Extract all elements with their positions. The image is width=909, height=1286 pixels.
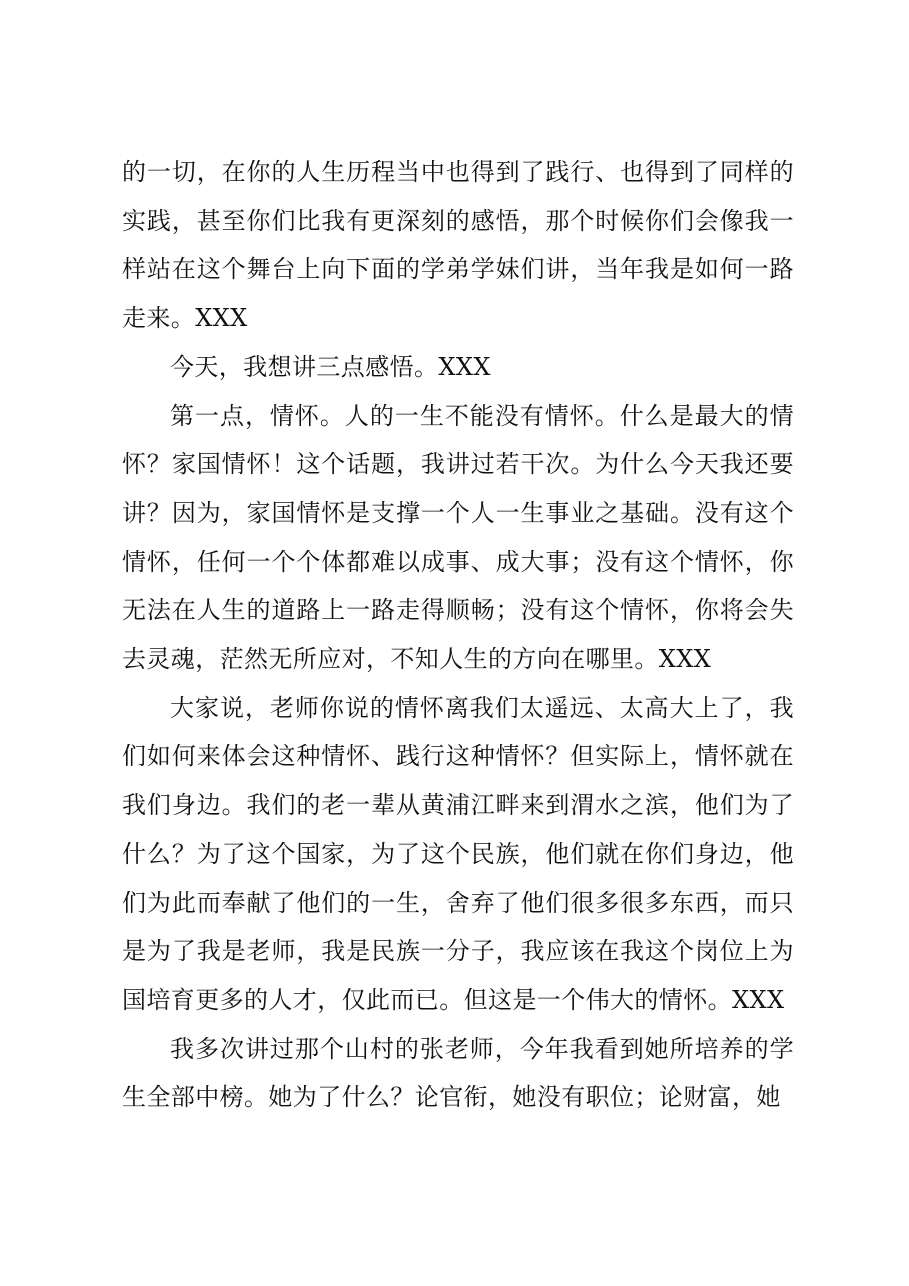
paragraph-elders: 大家说，老师你说的情怀离我们太遥远、太高大上了，我们如何来体会这种情怀、践行这种情怀？但实际上，情怀就在我们身边。我们的老一辈从黄浦江畔来到渭水之滨，他们为了什么？为了这个国家，为了这个民族，他们就在你们身边，他们为此而奉献了他们的一生，舍弃了他们很多很多东西，而只是为了我是老师，我是民族一分子，我应该在我这个岗位上为国培育更多的人才，仅此而已。但这是一个伟大的情怀。XXX bbox=[122, 693, 794, 1014]
paragraph-continued: 的一切，在你的人生历程当中也得到了践行、也得到了同样的实践，甚至你们比我有更深刻的感悟，那个时候你们会像我一样站在这个舞台上向下面的学弟学妹们讲，当年我是如何一路走来。XXX bbox=[122, 158, 794, 333]
paragraph-teacher-zhang: 我多次讲过那个山村的张老师，今年我看到她所培养的学生全部中榜。她为了什么？论官衔，她没有职位；论财富，她 bbox=[122, 1034, 794, 1112]
document-page bbox=[122, 148, 794, 1122]
paragraph-intro: 今天，我想讲三点感悟。XXX bbox=[170, 352, 491, 381]
paragraph-point-one: 第一点，情怀。人的一生不能没有情怀。什么是最大的情怀？家国情怀！这个话题，我讲过若干次。为什么今天我还要讲？因为，家国情怀是支撑一个人一生事业之基础。没有这个情怀，任何一个个体都难以成事、成大事；没有这个情怀，你无法在人生的道路上一路走得顺畅；没有这个情怀，你将会失去灵魂，茫然无所应对，不知人生的方向在哪里。XXX bbox=[122, 401, 794, 674]
